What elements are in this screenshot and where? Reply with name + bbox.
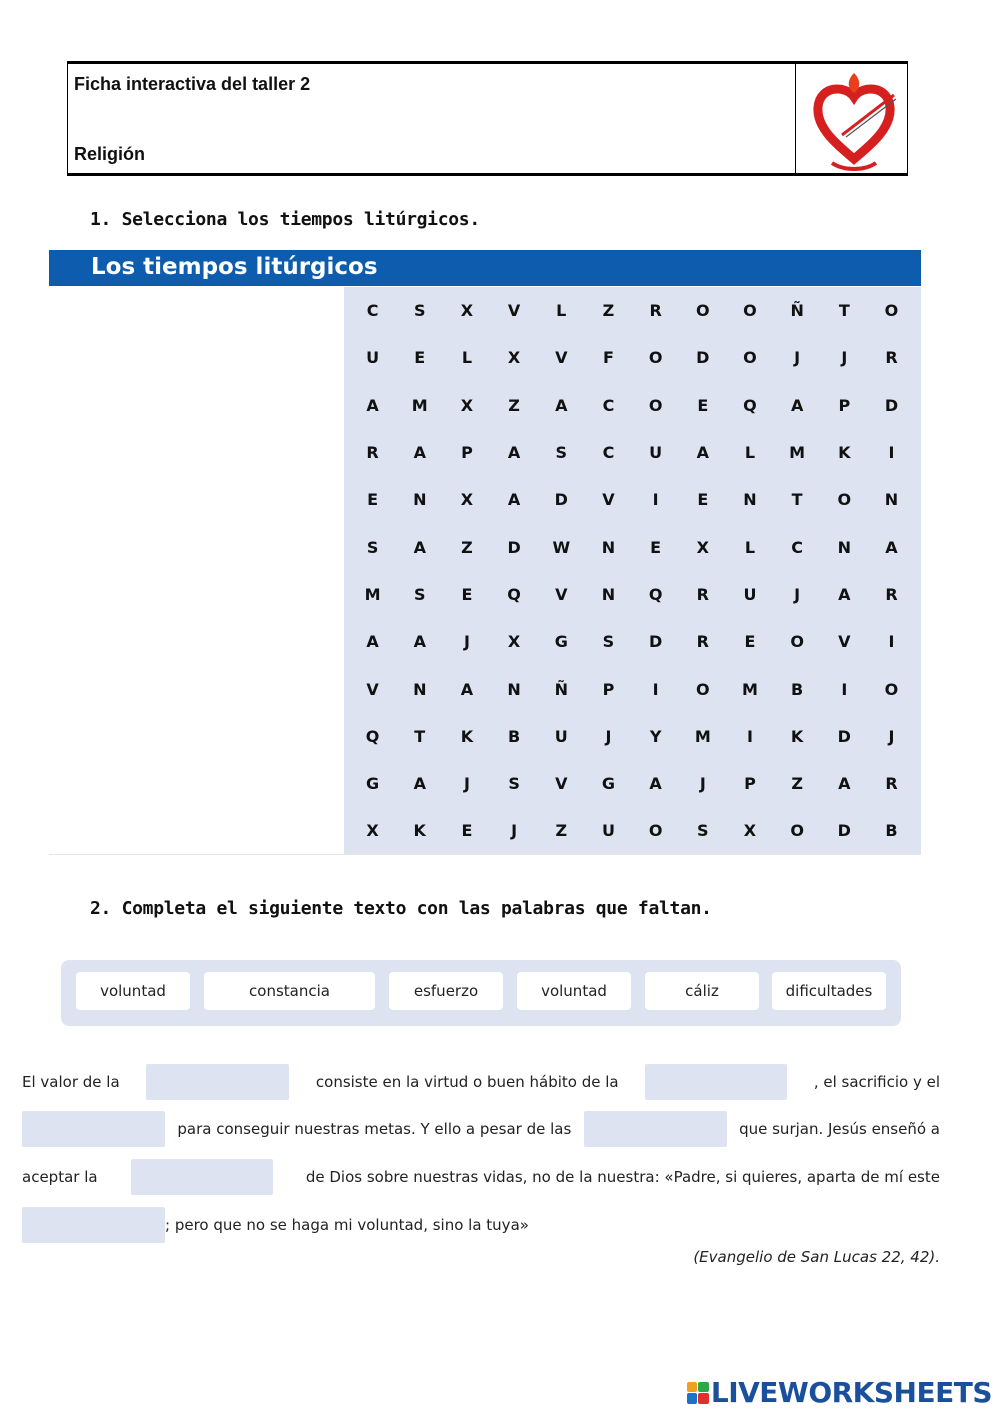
passage-text: , el sacrificio y el	[813, 1073, 940, 1091]
wordsearch-letter[interactable]: A	[507, 490, 521, 510]
wordsearch-letter[interactable]: K	[460, 726, 474, 746]
wordsearch-letter[interactable]: Z	[602, 301, 615, 321]
wordsearch-letter[interactable]: R	[649, 301, 662, 321]
wordsearch-letter[interactable]: D	[837, 726, 851, 746]
wordsearch-letter[interactable]: D	[884, 395, 899, 415]
word-chip[interactable]: esfuerzo	[389, 972, 503, 1010]
wordsearch-letter[interactable]: D	[648, 632, 663, 652]
passage-text: El valor de la	[22, 1073, 120, 1091]
wordsearch-letter[interactable]: M	[694, 726, 711, 746]
answer-blank-5[interactable]	[131, 1159, 273, 1195]
word-chip[interactable]: voluntad	[76, 972, 190, 1010]
wordsearch-letter[interactable]: N	[837, 537, 851, 557]
wordsearch-letter[interactable]: V	[555, 774, 568, 794]
wordsearch-letter[interactable]: V	[366, 679, 379, 699]
heart-flame-logo-icon	[806, 67, 902, 171]
wordsearch-row	[349, 571, 915, 618]
wordsearch-row	[349, 287, 915, 334]
passage-text: para conseguir nuestras metas. Y ello a pesar de las	[177, 1120, 572, 1138]
wordsearch-letter[interactable]: O	[695, 679, 710, 699]
wordsearch-letter[interactable]: S	[555, 443, 568, 463]
wordsearch-letter[interactable]: U	[554, 726, 568, 746]
gospel-citation: (Evangelio de San Lucas 22, 42).	[693, 1248, 940, 1266]
header-divider	[795, 64, 796, 173]
wordsearch-letter[interactable]: Q	[365, 726, 380, 746]
wordsearch-row	[349, 665, 915, 712]
wordsearch-row	[349, 618, 915, 665]
wordsearch-row	[349, 760, 915, 807]
wordsearch-letter[interactable]: D	[696, 348, 710, 368]
wordsearch-letter[interactable]: M	[364, 584, 381, 604]
wordsearch-letter[interactable]: D	[507, 537, 521, 557]
wordsearch-letter[interactable]: I	[888, 632, 895, 652]
wordsearch-letter[interactable]: M	[789, 443, 806, 463]
word-chip[interactable]: constancia	[204, 972, 375, 1010]
passage-line	[22, 1064, 940, 1100]
wordsearch-row	[349, 713, 915, 760]
wordsearch-letter[interactable]: G	[366, 774, 380, 794]
passage-line	[22, 1159, 940, 1195]
wordsearch-letter[interactable]: N	[413, 490, 427, 510]
wordsearch-letter[interactable]: N	[507, 679, 521, 699]
wordsearch-letter[interactable]: X	[460, 395, 474, 415]
wordsearch-letter[interactable]: A	[649, 774, 662, 794]
wordsearch-letter[interactable]: A	[885, 537, 898, 557]
wordsearch-letter[interactable]: W	[552, 537, 571, 557]
wordsearch-letter[interactable]: Ñ	[554, 679, 568, 699]
wordsearch-letter[interactable]: A	[413, 774, 426, 794]
wordsearch-row	[349, 334, 915, 381]
wordsearch-letter[interactable]: V	[555, 348, 568, 368]
answer-blank-6[interactable]	[22, 1207, 165, 1243]
wordsearch-letter[interactable]: A	[507, 443, 521, 463]
wordsearch-row	[349, 429, 915, 476]
wordsearch-letter[interactable]: V	[602, 490, 615, 510]
wordsearch-letter[interactable]: Q	[743, 395, 757, 415]
wordsearch-letter[interactable]: C	[791, 537, 803, 557]
passage-line	[22, 1207, 940, 1243]
wordsearch-letter[interactable]: Y	[649, 726, 662, 746]
passage-text: que surjan. Jesús enseñó a	[739, 1120, 940, 1138]
wordsearch-letter[interactable]: L	[744, 537, 756, 557]
wordsearch-letter[interactable]: S	[508, 774, 520, 794]
wordsearch-title: Los tiempos litúrgicos	[91, 254, 378, 280]
wordsearch-letter[interactable]: E	[744, 632, 756, 652]
liveworksheets-logo-icon	[687, 1382, 709, 1404]
worksheet-header	[67, 61, 908, 176]
wordsearch-letter[interactable]: A	[366, 632, 379, 652]
passage-text: aceptar la	[22, 1168, 98, 1186]
answer-blank-2[interactable]	[645, 1064, 787, 1100]
wordsearch-letter[interactable]: I	[652, 490, 659, 510]
wordsearch-letter[interactable]: D	[554, 490, 568, 510]
wordsearch-letter[interactable]: R	[885, 348, 898, 368]
wordsearch-letter[interactable]: M	[411, 395, 428, 415]
wordsearch-letter[interactable]: O	[648, 348, 663, 368]
wordsearch-letter[interactable]: S	[697, 821, 709, 841]
wordsearch-letter[interactable]: L	[744, 443, 756, 463]
wordsearch-letter[interactable]: K	[413, 821, 426, 841]
wordsearch-letter[interactable]: L	[461, 348, 473, 368]
wordsearch-letter[interactable]: Q	[648, 584, 663, 604]
wordsearch-letter[interactable]: Q	[507, 584, 521, 604]
wordsearch-letter[interactable]: R	[366, 443, 379, 463]
wordsearch-divider	[49, 854, 921, 855]
wordsearch-letter[interactable]: J	[463, 774, 470, 794]
wordsearch-letter[interactable]: X	[696, 537, 709, 557]
wordsearch-letter[interactable]: X	[366, 821, 379, 841]
wordsearch-letter[interactable]: K	[838, 443, 851, 463]
wordsearch-letter[interactable]: C	[602, 395, 615, 415]
question-2-title: 2. Completa el siguiente texto con las palabras que faltan.	[90, 898, 712, 919]
wordsearch-letter[interactable]: A	[555, 395, 568, 415]
wordsearch-letter[interactable]: U	[743, 584, 757, 604]
wordsearch-letter[interactable]: O	[648, 395, 663, 415]
wordsearch-letter[interactable]: J	[794, 584, 801, 604]
wordsearch-letter[interactable]: N	[601, 537, 616, 557]
wordsearch-letter[interactable]: X	[507, 348, 521, 368]
wordsearch-letter[interactable]: X	[507, 632, 521, 652]
wordsearch-letter[interactable]: E	[414, 348, 426, 368]
wordsearch-letter[interactable]: S	[366, 537, 379, 557]
wordsearch-letter[interactable]: N	[413, 679, 427, 699]
passage-line	[22, 1111, 940, 1147]
wordsearch-grid[interactable]	[349, 287, 915, 855]
wordsearch-letter[interactable]: V	[507, 301, 521, 321]
wordsearch-letter[interactable]: C	[602, 443, 615, 463]
wordsearch-letter[interactable]: P	[602, 679, 615, 699]
wordsearch-letter[interactable]: V	[555, 584, 568, 604]
wordsearch-letter[interactable]: O	[884, 679, 899, 699]
wordsearch-letter[interactable]: O	[790, 632, 804, 652]
wordsearch-letter[interactable]: I	[841, 679, 848, 699]
wordsearch-letter[interactable]: C	[366, 301, 379, 321]
wordsearch-letter[interactable]: A	[413, 537, 426, 557]
wordsearch-letter[interactable]: I	[888, 443, 895, 463]
wordsearch-letter[interactable]: E	[367, 490, 379, 510]
wordsearch-letter[interactable]: R	[885, 774, 898, 794]
wordsearch-letter[interactable]: S	[413, 584, 426, 604]
brand-text: LIVEWORKSHEETS	[710, 1376, 992, 1409]
wordsearch-letter[interactable]: T	[838, 301, 850, 321]
wordsearch-letter[interactable]: N	[601, 584, 616, 604]
wordsearch-row	[349, 382, 915, 429]
liveworksheets-brand	[687, 1376, 992, 1409]
wordsearch-letter[interactable]: A	[696, 443, 709, 463]
wordsearch-letter[interactable]: K	[790, 726, 804, 746]
wordsearch-letter[interactable]: P	[838, 395, 851, 415]
wordsearch-letter[interactable]: J	[888, 726, 895, 746]
wordsearch-letter[interactable]: J	[605, 726, 612, 746]
worksheet-title: Ficha interactiva del taller 2	[74, 74, 311, 94]
wordsearch-letter[interactable]: E	[697, 395, 709, 415]
wordsearch-letter[interactable]: O	[790, 821, 804, 841]
passage-text: de Dios sobre nuestras vidas, no de la nuestra: «Padre, si quieres, aparta de mí este	[305, 1168, 940, 1186]
wordsearch-letter[interactable]: E	[461, 584, 473, 604]
wordsearch-letter[interactable]: O	[743, 348, 757, 368]
wordsearch-letter[interactable]: T	[791, 490, 803, 510]
wordsearch-letter[interactable]: P	[744, 774, 756, 794]
wordsearch-letter[interactable]: U	[366, 348, 380, 368]
wordsearch-letter[interactable]: J	[699, 774, 706, 794]
wordsearch-letter[interactable]: O	[648, 821, 663, 841]
wordsearch-letter[interactable]: B	[791, 679, 804, 699]
wordsearch-row	[349, 476, 915, 523]
wordsearch-letter[interactable]: V	[838, 632, 851, 652]
wordsearch-row	[349, 523, 915, 570]
wordsearch-letter[interactable]: A	[838, 774, 851, 794]
wordsearch-letter[interactable]: B	[885, 821, 898, 841]
wordsearch-letter[interactable]: D	[837, 821, 851, 841]
wordsearch-letter[interactable]: E	[697, 490, 709, 510]
wordsearch-letter[interactable]: A	[460, 679, 474, 699]
wordsearch-letter[interactable]: A	[790, 395, 804, 415]
answer-blank-1[interactable]	[146, 1064, 289, 1100]
wordsearch-letter[interactable]: S	[413, 301, 426, 321]
answer-blank-3[interactable]	[22, 1111, 165, 1147]
wordsearch-letter[interactable]: T	[414, 726, 426, 746]
wordsearch-letter[interactable]: Ñ	[790, 301, 804, 321]
wordsearch-letter[interactable]: J	[841, 348, 848, 368]
wordsearch-letter[interactable]: O	[837, 490, 852, 510]
wordsearch-letter[interactable]: E	[650, 537, 662, 557]
wordsearch-letter[interactable]: E	[461, 821, 473, 841]
wordsearch-letter[interactable]: O	[743, 301, 757, 321]
word-chip[interactable]: cáliz	[645, 972, 759, 1010]
question-1-title: 1. Selecciona los tiempos litúrgicos.	[90, 209, 480, 230]
wordsearch-letter[interactable]: O	[695, 301, 710, 321]
wordsearch-letter[interactable]: J	[463, 632, 470, 652]
wordsearch-letter[interactable]: A	[366, 395, 379, 415]
wordsearch-letter[interactable]: X	[460, 490, 474, 510]
wordsearch-letter[interactable]: U	[601, 821, 615, 841]
wordsearch-letter[interactable]: N	[743, 490, 757, 510]
wordsearch-letter[interactable]: O	[884, 301, 899, 321]
wordsearch-letter[interactable]: Z	[791, 774, 803, 794]
wordsearch-letter[interactable]: Z	[555, 821, 568, 841]
wordsearch-letter[interactable]: N	[884, 490, 899, 510]
wordsearch-letter[interactable]: I	[652, 679, 659, 699]
wordsearch-letter[interactable]: Z	[461, 537, 473, 557]
wordsearch-letter[interactable]: F	[602, 348, 614, 368]
word-chip[interactable]: voluntad	[517, 972, 631, 1010]
wordsearch-letter[interactable]: X	[743, 821, 757, 841]
wordsearch-letter[interactable]: S	[602, 632, 615, 652]
word-chip[interactable]: dificultades	[772, 972, 886, 1010]
wordsearch-letter[interactable]: G	[601, 774, 616, 794]
answer-blank-4[interactable]	[584, 1111, 727, 1147]
wordsearch-letter[interactable]: M	[742, 679, 758, 699]
wordsearch-letter[interactable]: L	[556, 301, 567, 321]
worksheet-subject: Religión	[74, 144, 145, 164]
wordsearch-letter[interactable]: R	[696, 584, 709, 604]
wordsearch-letter[interactable]: Z	[508, 395, 520, 415]
wordsearch-banner	[49, 250, 921, 286]
wordsearch-letter[interactable]: A	[838, 584, 851, 604]
wordsearch-letter[interactable]: X	[460, 301, 474, 321]
wordsearch-letter[interactable]: G	[554, 632, 568, 652]
wordsearch-letter[interactable]: A	[413, 443, 426, 463]
wordsearch-letter[interactable]: J	[794, 348, 801, 368]
passage-text: consiste en la virtud o buen hábito de la	[315, 1073, 619, 1091]
wordsearch-row	[349, 807, 915, 854]
wordsearch-letter[interactable]: U	[649, 443, 663, 463]
wordsearch-letter[interactable]: B	[508, 726, 521, 746]
word-bank	[61, 960, 901, 1026]
wordsearch-letter[interactable]: I	[746, 726, 753, 746]
wordsearch-letter[interactable]: J	[511, 821, 518, 841]
passage-text: ; pero que no se haga mi voluntad, sino la tuya»	[165, 1216, 529, 1234]
wordsearch-letter[interactable]: R	[696, 632, 709, 652]
wordsearch-letter[interactable]: A	[413, 632, 426, 652]
wordsearch-letter[interactable]: R	[885, 584, 898, 604]
wordsearch-letter[interactable]: P	[461, 443, 473, 463]
